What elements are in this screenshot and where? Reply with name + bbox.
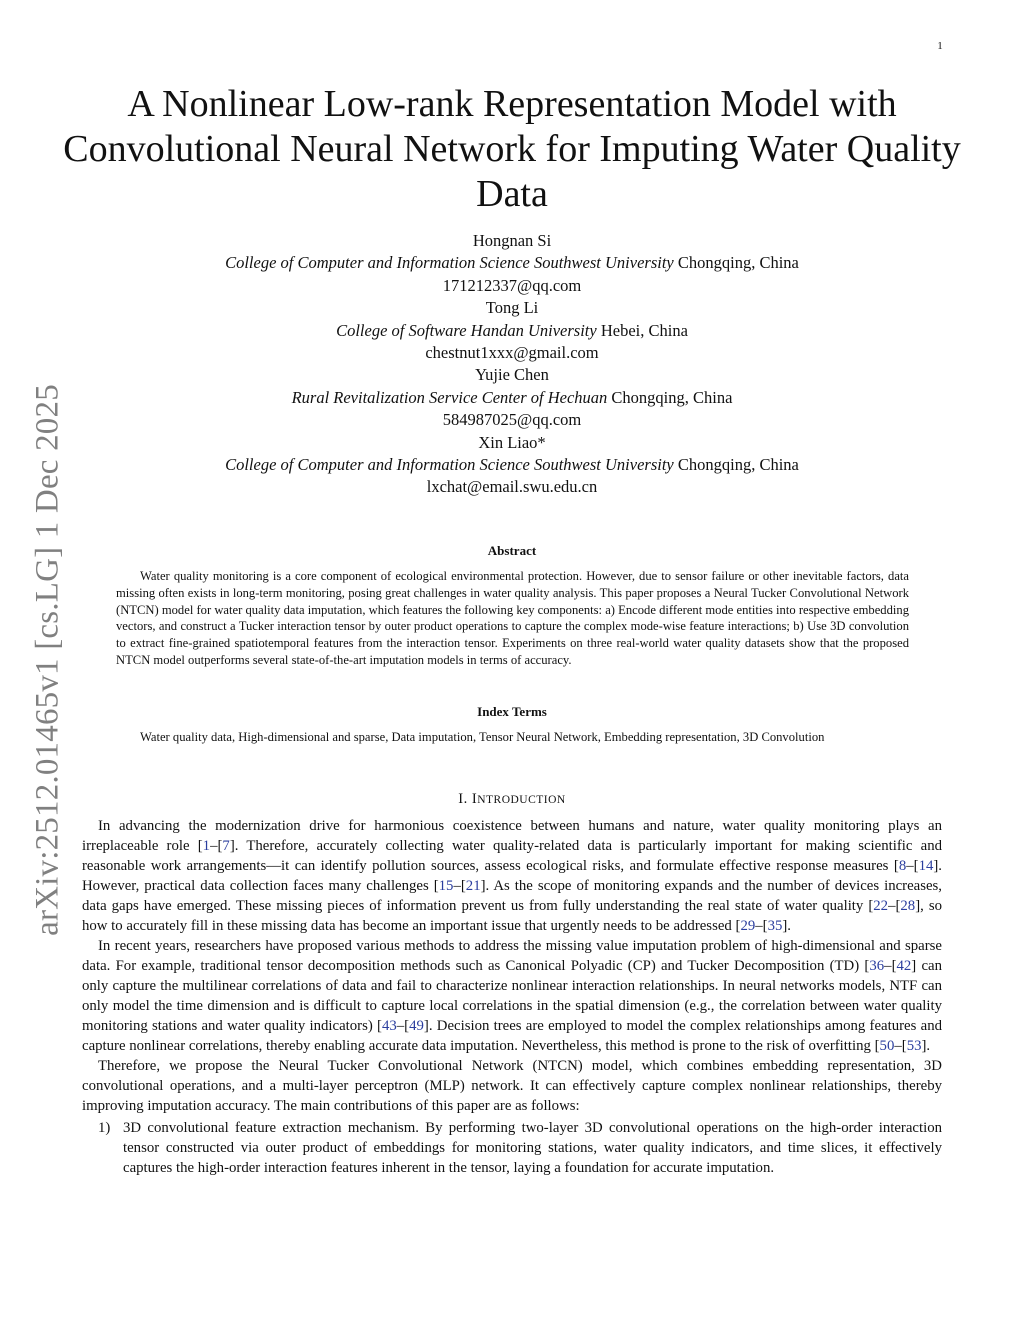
citation-link[interactable]: 36 [869, 958, 885, 974]
citation-link[interactable]: 1 [202, 838, 211, 854]
author-affiliation [90, 454, 934, 476]
citation-link[interactable]: 43 [381, 1018, 397, 1034]
paper-title: A Nonlinear Low-rank Representation Model with Convolutional Neural Network for Imputing Water Quality Data [63, 83, 961, 215]
citation-link[interactable]: 50 [879, 1038, 895, 1054]
section-title-rest: NTRODUCTION [477, 794, 566, 806]
author-name: Hongnan Si [472, 231, 552, 250]
citation-link[interactable]: 28 [900, 898, 916, 914]
citation-link[interactable]: 21 [465, 878, 481, 894]
abstract-text: Water quality monitoring is a core component of ecological environmental protection. However, due to sensor failure or other inevitable factors, data missing often exists in long-term monitoring, posing great challenges in water quality analysis. This paper proposes a Neural Tucker Convolutional Network (NTCN) model for water quality data imputation, which features the following key components: a) Encode different mode entities into respective embedding vectors, and construct a Tucker interaction tensor by outer product operations to capture the complex mode-wise feature interactions; b) Use 3D convolution to extract fine-grained spatiotemporal features from the interaction tensor. Experiments on three real-world water quality datasets show that the proposed NTCN model outperforms several state-of-the-art imputation models in terms of accuracy. [116, 569, 909, 667]
affiliation-institution: College of Computer and Information Science Southwest University [225, 455, 674, 475]
affiliation-location: Chongqing, China [673, 455, 799, 475]
citation-link[interactable]: 42 [896, 958, 912, 974]
affiliation-location: Hebei, China [596, 320, 688, 340]
contributions-list [82, 1118, 942, 1178]
contribution-item [82, 1118, 942, 1178]
intro-paragraph: In advancing the modernization drive for harmonious coexistence between humans and nature, water quality monitoring plays an irreplaceable role [1–[7]. Therefore, accurately collecting water quality-related data is particularly important for making scientific and reasonable work arrangements—it can identify pollution sources, assess ecological risks, and formulate effective response measures [8–[14]. However, practical data collection faces many challenges [15–[21]. As the scope of monitoring expands and the number of devices increases, data gaps have emerged. These missing pieces of information prevent us from fully understanding the real state of water quality [22–[28], so how to accurately fill in these missing data has become an important issue that urgently needs to be addressed [29–[35]. [82, 818, 943, 934]
author-name: Yujie Chen [475, 365, 549, 385]
citation-link[interactable]: 22 [873, 898, 889, 914]
author-email: 584987025@qq.com [442, 410, 582, 430]
affiliation-location: Chongqing, China [607, 387, 733, 407]
affiliation-institution: College of Computer and Information Science Southwest University [225, 253, 674, 273]
intro-paragraph: In recent years, researchers have proposed various methods to address the missing value imputation problem of high-dimensional and sparse data. For example, traditional tensor decomposition methods such as Canonical Polyadic (CP) and Tucker Decomposition (TD) [36–[42] can only capture the multilinear correlations of data and fail to characterize nonlinear interaction relationships. In neural networks models, NTF can only model the time dimension and is difficult to capture local correlations in the spatial dimension (e.g., the correlation between water quality monitoring stations and water quality indicators) [43–[49]. Decision trees are employed to model the complex relationships among features and capture nonlinear correlations, thereby enabling accurate data imputation. Nevertheless, this method is prone to the risk of overfitting [50–[53]. [82, 938, 942, 1054]
author-affiliation [90, 320, 934, 342]
citation-link[interactable]: 15 [438, 878, 454, 894]
intro-paragraph: Therefore, we propose the Neural Tucker Convolutional Network (NTCN) model, which combines embedding representation, 3D convolutional operations, and a multi-layer perceptron (MLP) network. It can effectively capture complex nonlinear relationships, thereby improving imputation accuracy. The main contributions of this paper are as follows: [82, 1058, 942, 1114]
introduction-heading [112, 791, 912, 808]
page-number: 1 [937, 40, 943, 52]
index-terms-text: Water quality data, High-dimensional and sparse, Data imputation, Tensor Neural Network, Embedding representation, 3D Convolution [140, 730, 825, 744]
citation-link[interactable]: 7 [222, 838, 230, 854]
affiliation-location: Chongqing, China [673, 253, 799, 273]
author-block [90, 230, 934, 499]
citation-link[interactable]: 35 [767, 918, 783, 934]
citation-link[interactable]: 29 [740, 918, 756, 934]
author-email: chestnut1xxx@gmail.com [425, 343, 599, 363]
author-email: 171212337@qq.com [442, 275, 582, 295]
citation-link[interactable]: 8 [898, 858, 907, 874]
section-title-initial: I [471, 791, 478, 807]
section-numeral: I. [458, 791, 472, 807]
citation-link[interactable]: 14 [918, 858, 934, 874]
list-text: 3D convolutional feature extraction mechanism. By performing two-layer 3D convolutional operations on the high-order interaction tensor constructed via outer product of embeddings for monitoring stations, water quality indicators, and time slices, it effectively captures the high-order interaction features inherent in the tensor, laying a foundation for accurate imputation. [123, 1120, 942, 1176]
index-terms-heading: Index Terms [477, 704, 547, 719]
abstract-heading: Abstract [487, 543, 537, 558]
arxiv-stamp: arXiv:2512.01465v1 [cs.LG] 1 Dec 2025 [29, 384, 66, 936]
author-email: lxchat@email.swu.edu.cn [426, 477, 598, 497]
affiliation-institution: Rural Revitalization Service Center of Hechuan [291, 387, 608, 407]
list-number: 1) [98, 1120, 111, 1136]
author-name: Tong Li [485, 298, 539, 318]
affiliation-institution: College of Software Handan University [336, 320, 597, 340]
author-name: Xin Liao* [478, 432, 546, 452]
citation-link[interactable]: 49 [409, 1018, 424, 1034]
author-affiliation [90, 387, 934, 409]
author-affiliation [90, 252, 934, 274]
introduction-body [82, 816, 942, 1178]
citation-link[interactable]: 53 [906, 1038, 922, 1054]
